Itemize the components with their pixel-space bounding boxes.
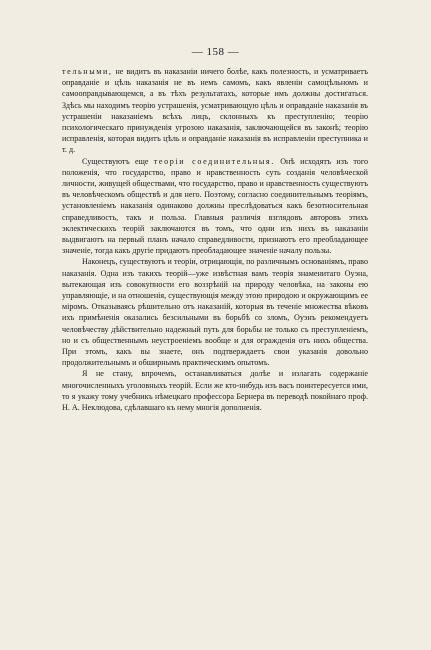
paragraph-4 bbox=[62, 368, 368, 413]
page-number: — 158 — bbox=[191, 46, 240, 58]
paragraph-text: не видитъ въ наказаніи ничего болѣе, какъ полезность, и усматриваетъ оправданіе и цѣль наказанія не въ немъ самомъ, какъ явленіи самоцѣльномъ и самооправдывающемся, а въ тѣхъ результатахъ, которые имъ должны достигаться. Здѣсь мы находимъ теорію устрашенія, усматривающую цѣль и оправданіе наказанія въ устрашеніи наказаніемъ всѣхъ лицъ, склонныхъ къ преступленію; теорію психологическаго принужденія угрозою наказанія, заключающейся въ законѣ; теорію исправленія, которая видитъ цѣль и оправданіе наказанія въ исправленіи преступника и т. д. bbox=[62, 67, 368, 155]
spaced-term: теоріи соединительныя. bbox=[153, 156, 275, 166]
paragraph-2 bbox=[62, 156, 368, 257]
paragraph-text: Наконецъ, существуютъ и теоріи, отрицающія, по различнымъ основаніямъ, право наказанія. Одна изъ такихъ теорій—уже извѣстная вамъ теорія знаменитаго Оуэна, вытекающая изъ совокупности его воззрѣній на природу человѣка, на законы ею управляющіе, и на отношенія, существующія между этою природою и окружающимъ ее міромъ. Отказываясь рѣшительно отъ наказаній, которыя въ теченіе множества вѣковъ ихъ примѣненія оказались безсильными въ борьбѣ со зломъ, Оуэнъ рекомендуетъ человѣчеству дѣйствительно надежный путь для борьбы не только съ преступленіемъ, но и съ общественнымъ неустроеніемъ вообще и для огражденія отъ нихъ общества. При этомъ, какъ вы знаете, онъ подтверждаетъ свои указанія довольно продолжительнымъ и обширнымъ практическимъ опытомъ. bbox=[62, 257, 368, 368]
body-text bbox=[62, 66, 368, 413]
spaced-term: тельными, bbox=[62, 67, 113, 76]
paragraph-text: Онѣ исходятъ изъ того положенія, что государство, право и нравственность суть созданія человѣческой личности, живущей обществами, что государство, право и нравственность существуютъ въ человѣческомъ обществѣ и для него. Поэтому, согласно соединительнымъ теоріямъ, установленіемъ наказанія одинаково должны преслѣдоваться какъ безотносительная справедливость, такъ и польза. Главныя различія взглядовъ авторовъ этихъ эклектическихъ теорій заключаются въ томъ, что одни изъ нихъ въ наказаніи выдвигаютъ на первый планъ начало справедливости, признаютъ его преобладающее значеніе, тогда какъ другіе придаютъ преобладающее значеніе началу пользы. bbox=[62, 156, 368, 256]
paragraph-1 bbox=[62, 66, 368, 156]
paragraph-lead: Существуютъ еще bbox=[82, 156, 154, 166]
paragraph-text: Я не стану, впрочемъ, останавливаться долѣе и излагать содержаніе многочисленныхъ уголовныхъ теорій. Если же кто-нибудь изъ васъ поинтересуется ими, то я укажу тому учебникъ нѣмецкаго профессора Бернера въ переводѣ покойнаго проф. Н. А. Неклюдова, сдѣлавшаго къ нему многія дополненія. bbox=[62, 369, 368, 413]
paragraph-3 bbox=[62, 256, 368, 368]
